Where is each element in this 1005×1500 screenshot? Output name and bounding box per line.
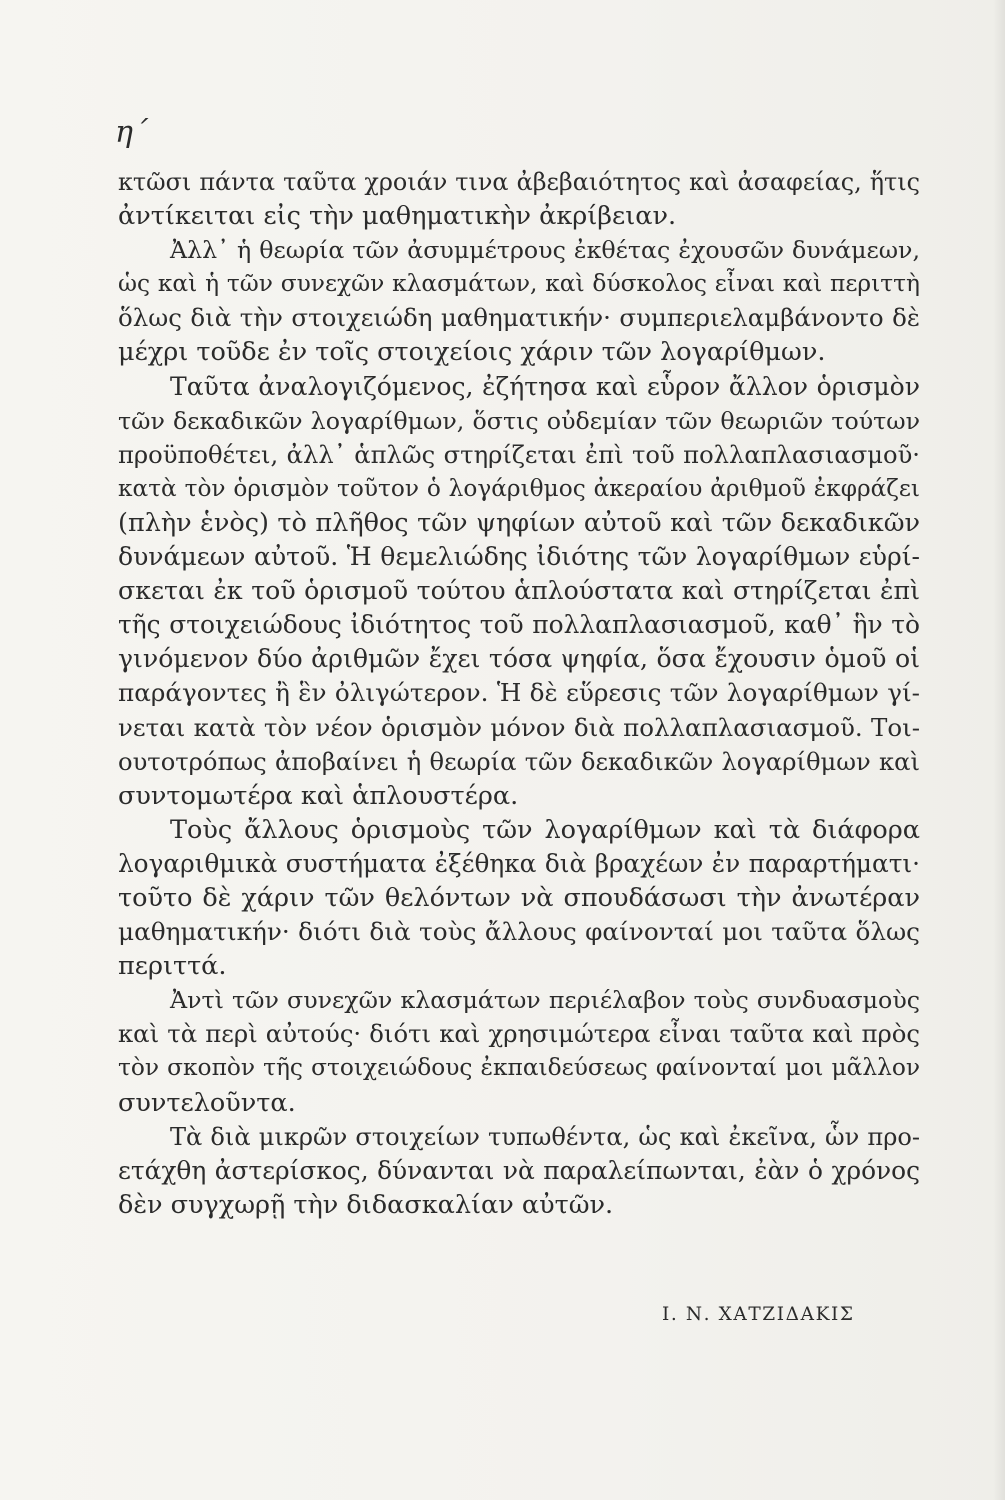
- text-line: ὡς καὶ ἡ τῶν συνεχῶν κλασμάτων, καὶ δύσκολος εἶναι καὶ περιττὴ: [118, 270, 920, 298]
- text-line: νεται κατὰ τὸν νέον ὁρισμὸν μόνον διὰ πολλαπλασιασμοῦ. Τοι-: [118, 712, 920, 742]
- text-line: τῆς στοιχειώδους ἰδιότητος τοῦ πολλαπλασιασμοῦ, καθ᾽ ἣν τὸ: [118, 610, 920, 640]
- text-line: συντομωτέρα καὶ ἁπλουστέρα.: [118, 780, 519, 811]
- text-line: περιττά.: [118, 951, 227, 982]
- page-edge-shadow: [993, 0, 1005, 1500]
- text-line: τοῦτο δὲ χάριν τῶν θελόντων νὰ σπουδάσωσι τὴν ἀνωτέραν: [118, 882, 920, 913]
- page-number: η΄: [115, 115, 148, 150]
- text-line: δυνάμεων αὐτοῦ. Ἡ θεμελιώδης ἰδιότης τῶν λογαρίθμων εὑρί-: [118, 542, 920, 572]
- text-line: Τὰ διὰ μικρῶν στοιχείων τυπωθέντα, ὡς καὶ ἐκεῖνα, ὧν προ-: [170, 1122, 920, 1151]
- text-line: (πλὴν ἑνὸς) τὸ πλῆθος τῶν ψηφίων αὐτοῦ καὶ τῶν δεκαδικῶν: [118, 507, 920, 538]
- text-line: Ἀλλ᾽ ἡ θεωρία τῶν ἀσυμμέτρους ἐκθέτας ἐχουσῶν δυνάμεων,: [170, 236, 920, 265]
- text-line: δὲν συγχωρῇ τὴν διδασκαλίαν αὐτῶν.: [118, 1189, 614, 1220]
- text-line: ουτοτρόπως ἀποβαίνει ἡ θεωρία τῶν δεκαδικῶν λογαρίθμων καὶ: [118, 747, 920, 776]
- text-line: τῶν δεκαδικῶν λογαρίθμων, ὅστις οὐδεμίαν τῶν θεωριῶν τούτων: [118, 406, 920, 435]
- text-line: μαθηματικήν· διότι διὰ τοὺς ἄλλους φαίνονταί μοι ταῦτα ὅλως: [118, 917, 920, 947]
- text-line: Τοὺς ἄλλους ὁρισμοὺς τῶν λογαρίθμων καὶ τὰ διάφορα: [170, 814, 920, 845]
- text-line: παράγοντες ἢ ἓν ὀλιγώτερον. Ἡ δὲ εὕρεσις τῶν λογαρίθμων γί-: [118, 678, 920, 708]
- text-line: ετάχθη ἀστερίσκος, δύνανται νὰ παραλείπωνται, ἐὰν ὁ χρόνος: [118, 1155, 920, 1185]
- text-line: καὶ τὰ περὶ αὐτούς· διότι καὶ χρησιμώτερα εἶναι ταῦτα καὶ πρὸς: [118, 1019, 920, 1049]
- text-line: κατὰ τὸν ὁρισμὸν τοῦτον ὁ λογάριθμος ἀκεραίου ἀριθμοῦ ἐκφράζει: [118, 474, 920, 502]
- text-line: τὸν σκοπὸν τῆς στοιχειώδους ἐκπαιδεύσεως φαίνονταί μοι μᾶλλον: [118, 1054, 920, 1082]
- text-line: κτῶσι πάντα ταῦτα χροιάν τινα ἀβεβαιότητος καὶ ἀσαφείας, ἥτις: [118, 168, 920, 196]
- text-line: Ταῦτα ἀναλογιζόμενος, ἐζήτησα καὶ εὗρον ἄλλον ὁρισμὸν: [170, 371, 920, 401]
- text-line: συντελοῦντα.: [118, 1087, 296, 1118]
- text-line: προϋποθέτει, ἀλλ᾽ ἁπλῶς στηρίζεται ἐπὶ τοῦ πολλαπλασιασμοῦ·: [118, 440, 920, 469]
- text-line: ὅλως διὰ τὴν στοιχειώδη μαθηματικήν· συμπεριελαμβάνοντο δὲ: [118, 303, 920, 333]
- text-line: μέχρι τοῦδε ἐν τοῖς στοιχείοις χάριν τῶν λογαρίθμων.: [118, 337, 826, 368]
- text-line: ἀντίκειται εἰς τὴν μαθηματικὴν ἀκρίβειαν.: [118, 201, 677, 232]
- text-line: γινόμενον δύο ἀριθμῶν ἔχει τόσα ψηφία, ὅσα ἔχουσιν ὁμοῦ οἱ: [118, 644, 920, 674]
- preface-text: [118, 165, 920, 1222]
- text-line: Ἀντὶ τῶν συνεχῶν κλασμάτων περιέλαβον τοὺς συνδυασμοὺς: [170, 986, 920, 1015]
- text-line: λογαριθμικὰ συστήματα ἐξέθηκα διὰ βραχέων ἐν παραρτήματι·: [118, 848, 920, 878]
- text-line: σκεται ἐκ τοῦ ὁρισμοῦ τούτου ἁπλούστατα καὶ στηρίζεται ἐπὶ: [118, 576, 920, 606]
- author-signature: Ι. Ν. ΧΑΤΖΙΔΑΚΙΣ: [662, 1304, 855, 1325]
